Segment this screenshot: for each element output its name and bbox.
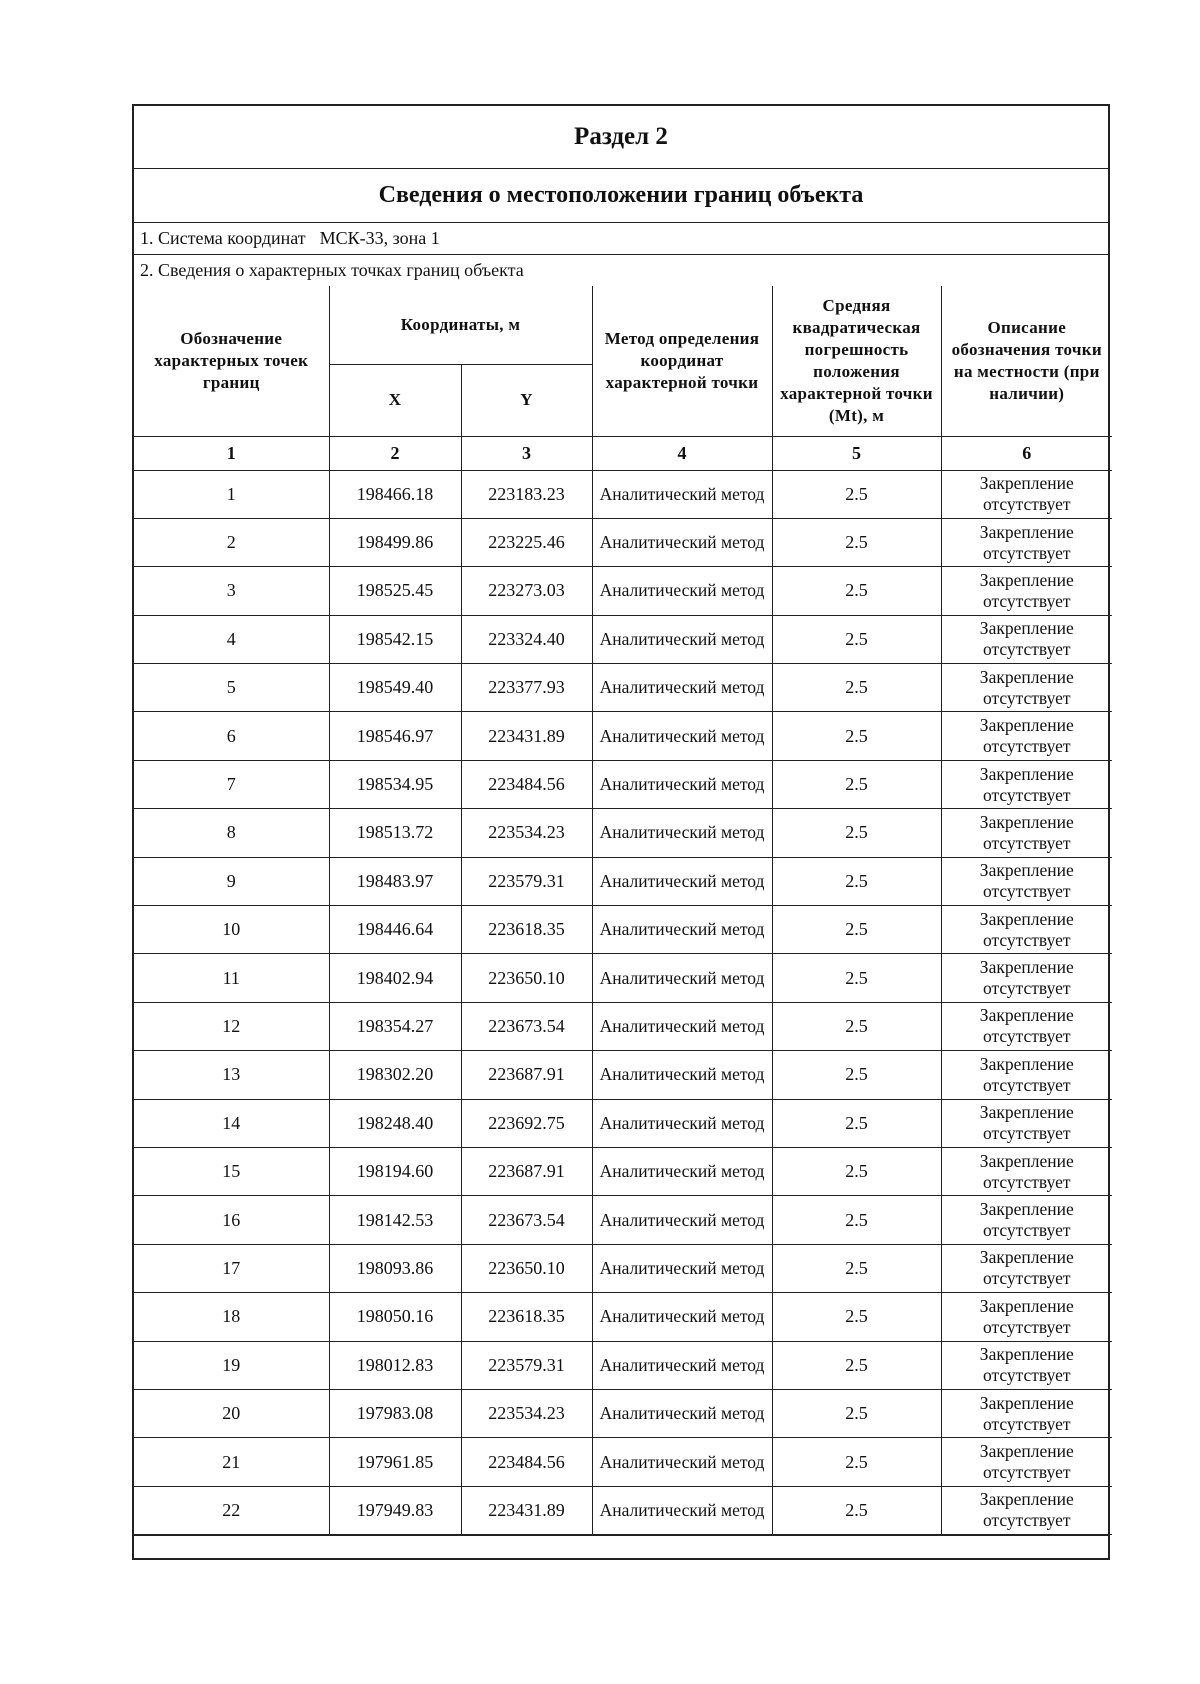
point-number-cell: 3 bbox=[134, 567, 329, 615]
table-row bbox=[134, 857, 1112, 905]
point-number-cell: 2 bbox=[134, 518, 329, 566]
x-coordinate-cell: 197949.83 bbox=[329, 1486, 461, 1534]
document-sheet bbox=[132, 104, 1110, 1560]
boundary-points-table bbox=[134, 286, 1112, 1535]
table-row bbox=[134, 1099, 1112, 1147]
description-cell: Закрепление отсутствует bbox=[941, 954, 1112, 1002]
x-coordinate-cell: 198534.95 bbox=[329, 760, 461, 808]
header-description: Описание обозначения точки на местности (при наличии) bbox=[941, 286, 1112, 436]
points-heading: 2. Сведения о характерных точках границ объекта bbox=[140, 260, 524, 280]
y-coordinate-cell: 223687.91 bbox=[461, 1147, 592, 1195]
description-cell: Закрепление отсутствует bbox=[941, 1147, 1112, 1195]
error-cell: 2.5 bbox=[772, 857, 941, 905]
point-number-cell: 18 bbox=[134, 1293, 329, 1341]
table-row bbox=[134, 1486, 1112, 1534]
header-designation: Обозначение характерных точек границ bbox=[134, 286, 329, 436]
table-row bbox=[134, 1389, 1112, 1437]
header-y: Y bbox=[461, 364, 592, 436]
table-row bbox=[134, 1244, 1112, 1292]
x-coordinate-cell: 198546.97 bbox=[329, 712, 461, 760]
y-coordinate-cell: 223324.40 bbox=[461, 615, 592, 663]
x-coordinate-cell: 198402.94 bbox=[329, 954, 461, 1002]
point-number-cell: 4 bbox=[134, 615, 329, 663]
table-row bbox=[134, 712, 1112, 760]
description-cell: Закрепление отсутствует bbox=[941, 567, 1112, 615]
header-method: Метод определения координат характерной точки bbox=[592, 286, 772, 436]
x-coordinate-cell: 198142.53 bbox=[329, 1196, 461, 1244]
point-number-cell: 15 bbox=[134, 1147, 329, 1195]
error-cell: 2.5 bbox=[772, 1438, 941, 1486]
table-row bbox=[134, 470, 1112, 518]
description-cell: Закрепление отсутствует bbox=[941, 1244, 1112, 1292]
y-coordinate-cell: 223618.35 bbox=[461, 1293, 592, 1341]
y-coordinate-cell: 223273.03 bbox=[461, 567, 592, 615]
error-cell: 2.5 bbox=[772, 470, 941, 518]
description-cell: Закрепление отсутствует bbox=[941, 1341, 1112, 1389]
error-cell: 2.5 bbox=[772, 1341, 941, 1389]
method-cell: Аналитический метод bbox=[592, 1438, 772, 1486]
point-number-cell: 7 bbox=[134, 760, 329, 808]
y-coordinate-cell: 223484.56 bbox=[461, 760, 592, 808]
x-coordinate-cell: 198542.15 bbox=[329, 615, 461, 663]
column-number: 2 bbox=[329, 436, 461, 470]
x-coordinate-cell: 198093.86 bbox=[329, 1244, 461, 1292]
y-coordinate-cell: 223225.46 bbox=[461, 518, 592, 566]
error-cell: 2.5 bbox=[772, 1002, 941, 1050]
y-coordinate-cell: 223579.31 bbox=[461, 1341, 592, 1389]
coordinate-system-value: МСК-33, зона 1 bbox=[319, 228, 440, 248]
error-cell: 2.5 bbox=[772, 1051, 941, 1099]
point-number-cell: 16 bbox=[134, 1196, 329, 1244]
table-row bbox=[134, 664, 1112, 712]
description-cell: Закрепление отсутствует bbox=[941, 470, 1112, 518]
column-number: 4 bbox=[592, 436, 772, 470]
y-coordinate-cell: 223579.31 bbox=[461, 857, 592, 905]
table-row bbox=[134, 518, 1112, 566]
table-row bbox=[134, 1438, 1112, 1486]
document-subtitle: Сведения о местоположении границ объекта bbox=[134, 169, 1108, 223]
x-coordinate-cell: 198050.16 bbox=[329, 1293, 461, 1341]
method-cell: Аналитический метод bbox=[592, 518, 772, 566]
method-cell: Аналитический метод bbox=[592, 906, 772, 954]
description-cell: Закрепление отсутствует bbox=[941, 1293, 1112, 1341]
table-footer-strip bbox=[134, 1535, 1108, 1558]
error-cell: 2.5 bbox=[772, 1293, 941, 1341]
error-cell: 2.5 bbox=[772, 1099, 941, 1147]
error-cell: 2.5 bbox=[772, 809, 941, 857]
section-title: Раздел 2 bbox=[134, 106, 1108, 169]
method-cell: Аналитический метод bbox=[592, 712, 772, 760]
error-cell: 2.5 bbox=[772, 954, 941, 1002]
table-row bbox=[134, 1341, 1112, 1389]
point-number-cell: 6 bbox=[134, 712, 329, 760]
point-number-cell: 14 bbox=[134, 1099, 329, 1147]
method-cell: Аналитический метод bbox=[592, 1244, 772, 1292]
error-cell: 2.5 bbox=[772, 1244, 941, 1292]
error-cell: 2.5 bbox=[772, 567, 941, 615]
point-number-cell: 17 bbox=[134, 1244, 329, 1292]
description-cell: Закрепление отсутствует bbox=[941, 1002, 1112, 1050]
method-cell: Аналитический метод bbox=[592, 1293, 772, 1341]
y-coordinate-cell: 223377.93 bbox=[461, 664, 592, 712]
method-cell: Аналитический метод bbox=[592, 1051, 772, 1099]
table-row bbox=[134, 1147, 1112, 1195]
method-cell: Аналитический метод bbox=[592, 1147, 772, 1195]
coordinate-system-label: 1. Система координат bbox=[140, 228, 306, 248]
table-row bbox=[134, 954, 1112, 1002]
method-cell: Аналитический метод bbox=[592, 615, 772, 663]
error-cell: 2.5 bbox=[772, 664, 941, 712]
description-cell: Закрепление отсутствует bbox=[941, 760, 1112, 808]
column-number: 5 bbox=[772, 436, 941, 470]
error-cell: 2.5 bbox=[772, 760, 941, 808]
point-number-cell: 1 bbox=[134, 470, 329, 518]
y-coordinate-cell: 223534.23 bbox=[461, 1389, 592, 1437]
method-cell: Аналитический метод bbox=[592, 664, 772, 712]
x-coordinate-cell: 198549.40 bbox=[329, 664, 461, 712]
description-cell: Закрепление отсутствует bbox=[941, 1051, 1112, 1099]
table-row bbox=[134, 1293, 1112, 1341]
description-cell: Закрепление отсутствует bbox=[941, 1099, 1112, 1147]
point-number-cell: 21 bbox=[134, 1438, 329, 1486]
x-coordinate-cell: 198446.64 bbox=[329, 906, 461, 954]
description-cell: Закрепление отсутствует bbox=[941, 712, 1112, 760]
y-coordinate-cell: 223183.23 bbox=[461, 470, 592, 518]
method-cell: Аналитический метод bbox=[592, 809, 772, 857]
y-coordinate-cell: 223534.23 bbox=[461, 809, 592, 857]
method-cell: Аналитический метод bbox=[592, 1486, 772, 1534]
description-cell: Закрепление отсутствует bbox=[941, 1438, 1112, 1486]
coordinate-system-line bbox=[134, 223, 1108, 255]
x-coordinate-cell: 198194.60 bbox=[329, 1147, 461, 1195]
description-cell: Закрепление отсутствует bbox=[941, 809, 1112, 857]
point-number-cell: 13 bbox=[134, 1051, 329, 1099]
column-number: 3 bbox=[461, 436, 592, 470]
method-cell: Аналитический метод bbox=[592, 954, 772, 1002]
method-cell: Аналитический метод bbox=[592, 857, 772, 905]
y-coordinate-cell: 223431.89 bbox=[461, 1486, 592, 1534]
description-cell: Закрепление отсутствует bbox=[941, 1486, 1112, 1534]
y-coordinate-cell: 223692.75 bbox=[461, 1099, 592, 1147]
point-number-cell: 19 bbox=[134, 1341, 329, 1389]
error-cell: 2.5 bbox=[772, 1486, 941, 1534]
x-coordinate-cell: 197983.08 bbox=[329, 1389, 461, 1437]
error-cell: 2.5 bbox=[772, 518, 941, 566]
x-coordinate-cell: 198499.86 bbox=[329, 518, 461, 566]
header-coordinates: Координаты, м bbox=[329, 286, 592, 364]
header-error: Средняя квадратическая погрешность положения характерной точки (Mt), м bbox=[772, 286, 941, 436]
error-cell: 2.5 bbox=[772, 712, 941, 760]
column-number-row bbox=[134, 436, 1112, 470]
method-cell: Аналитический метод bbox=[592, 760, 772, 808]
table-row bbox=[134, 809, 1112, 857]
table-row bbox=[134, 906, 1112, 954]
table-row bbox=[134, 760, 1112, 808]
point-number-cell: 8 bbox=[134, 809, 329, 857]
point-number-cell: 9 bbox=[134, 857, 329, 905]
y-coordinate-cell: 223650.10 bbox=[461, 954, 592, 1002]
y-coordinate-cell: 223673.54 bbox=[461, 1002, 592, 1050]
point-number-cell: 11 bbox=[134, 954, 329, 1002]
x-coordinate-cell: 198302.20 bbox=[329, 1051, 461, 1099]
column-number: 1 bbox=[134, 436, 329, 470]
table-row bbox=[134, 615, 1112, 663]
y-coordinate-cell: 223673.54 bbox=[461, 1196, 592, 1244]
description-cell: Закрепление отсутствует bbox=[941, 518, 1112, 566]
y-coordinate-cell: 223650.10 bbox=[461, 1244, 592, 1292]
description-cell: Закрепление отсутствует bbox=[941, 1389, 1112, 1437]
error-cell: 2.5 bbox=[772, 906, 941, 954]
method-cell: Аналитический метод bbox=[592, 1002, 772, 1050]
description-cell: Закрепление отсутствует bbox=[941, 1196, 1112, 1244]
method-cell: Аналитический метод bbox=[592, 470, 772, 518]
x-coordinate-cell: 197961.85 bbox=[329, 1438, 461, 1486]
point-number-cell: 5 bbox=[134, 664, 329, 712]
table-row bbox=[134, 567, 1112, 615]
point-number-cell: 22 bbox=[134, 1486, 329, 1534]
description-cell: Закрепление отсутствует bbox=[941, 906, 1112, 954]
method-cell: Аналитический метод bbox=[592, 567, 772, 615]
y-coordinate-cell: 223687.91 bbox=[461, 1051, 592, 1099]
table-row bbox=[134, 1196, 1112, 1244]
error-cell: 2.5 bbox=[772, 615, 941, 663]
x-coordinate-cell: 198012.83 bbox=[329, 1341, 461, 1389]
description-cell: Закрепление отсутствует bbox=[941, 857, 1112, 905]
y-coordinate-cell: 223431.89 bbox=[461, 712, 592, 760]
error-cell: 2.5 bbox=[772, 1196, 941, 1244]
x-coordinate-cell: 198248.40 bbox=[329, 1099, 461, 1147]
description-cell: Закрепление отсутствует bbox=[941, 615, 1112, 663]
x-coordinate-cell: 198354.27 bbox=[329, 1002, 461, 1050]
method-cell: Аналитический метод bbox=[592, 1196, 772, 1244]
table-row bbox=[134, 1051, 1112, 1099]
method-cell: Аналитический метод bbox=[592, 1099, 772, 1147]
x-coordinate-cell: 198513.72 bbox=[329, 809, 461, 857]
x-coordinate-cell: 198466.18 bbox=[329, 470, 461, 518]
method-cell: Аналитический метод bbox=[592, 1389, 772, 1437]
description-cell: Закрепление отсутствует bbox=[941, 664, 1112, 712]
point-number-cell: 12 bbox=[134, 1002, 329, 1050]
error-cell: 2.5 bbox=[772, 1147, 941, 1195]
error-cell: 2.5 bbox=[772, 1389, 941, 1437]
point-number-cell: 20 bbox=[134, 1389, 329, 1437]
method-cell: Аналитический метод bbox=[592, 1341, 772, 1389]
point-number-cell: 10 bbox=[134, 906, 329, 954]
table-body bbox=[134, 470, 1112, 1535]
x-coordinate-cell: 198525.45 bbox=[329, 567, 461, 615]
table-row bbox=[134, 1002, 1112, 1050]
header-x: X bbox=[329, 364, 461, 436]
y-coordinate-cell: 223618.35 bbox=[461, 906, 592, 954]
x-coordinate-cell: 198483.97 bbox=[329, 857, 461, 905]
y-coordinate-cell: 223484.56 bbox=[461, 1438, 592, 1486]
column-number: 6 bbox=[941, 436, 1112, 470]
